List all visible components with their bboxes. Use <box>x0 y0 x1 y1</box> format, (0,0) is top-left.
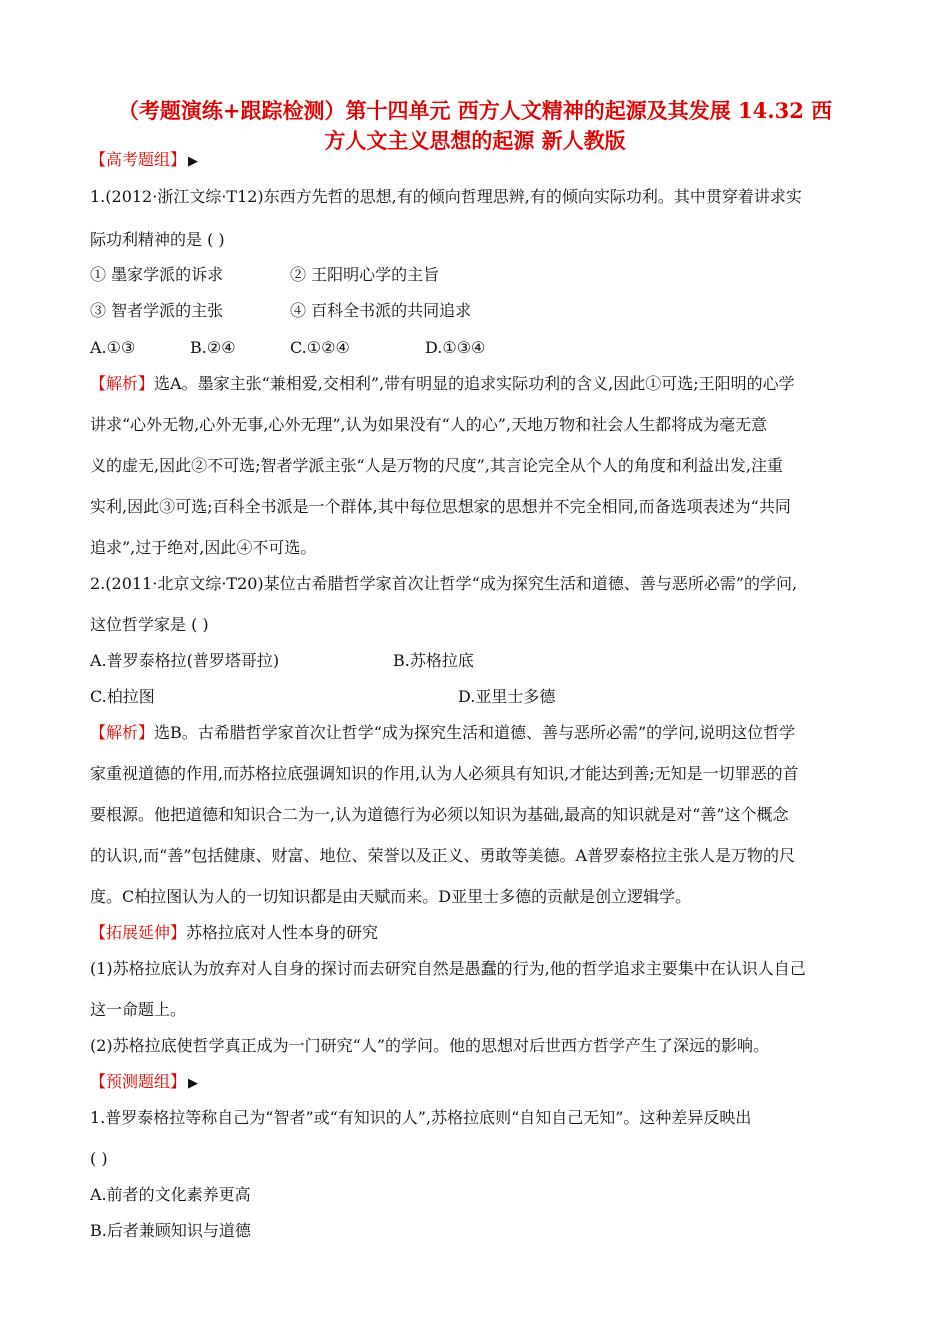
q1-analysis-line-3: 义的虚无,因此②不可选;智者学派主张“人是万物的尺度”,其言论完全从个人的角度和利益出发,注重 <box>90 456 784 475</box>
q2-analysis-tag: 【解析】 <box>90 723 155 742</box>
q1-analysis-line-2: 讲求“心外无物,心外无事,心外无理”,认为如果没有“人的心”,天地万物和社会人生都将成为毫无意 <box>90 415 768 434</box>
q2-analysis-line-1 <box>90 722 795 744</box>
q1-stem-line-1: 1.(2012·浙江文综·T12)东西方先哲的思想,有的倾向哲理思辨,有的倾向实际功利。其中贯穿着讲求实 <box>90 187 802 206</box>
q2-analysis-line-4: 的认识,而“善”包括健康、财富、地位、荣誉以及正义、勇敢等美德。A普罗泰格拉主张人是万物的尺 <box>90 846 796 865</box>
q2-analysis-line-5: 度。C柏拉图认为人的一切知识都是由天赋而来。D亚里士多德的贡献是创立逻辑学。 <box>90 887 692 906</box>
q2-analysis-text-1: 选B。古希腊哲学家首次让哲学“成为探究生活和道德、善与恶所必需”的学问,说明这位哲学 <box>154 723 796 742</box>
q1-choice-c: C.①②④ <box>290 338 350 357</box>
q1-option-1: ① 墨家学派的诉求 <box>90 265 224 284</box>
p1-stem-line-2: ( ) <box>90 1149 108 1168</box>
triangle-right-icon: ▶ <box>188 154 199 169</box>
q1-analysis-line-5: 追求”,过于绝对,因此④不可选。 <box>90 538 317 557</box>
extension-heading-text: 苏格拉底对人性本身的研究 <box>186 923 379 942</box>
q2-choice-d: D.亚里士多德 <box>458 687 556 706</box>
extension-paragraph-1-line-2: 这一命题上。 <box>90 1000 187 1019</box>
q2-stem-line-2: 这位哲学家是 ( ) <box>90 615 209 634</box>
document-title-line-2: 方人文主义思想的起源 新人教版 <box>324 128 626 153</box>
q1-analysis-tag: 【解析】 <box>90 374 155 393</box>
q2-stem-line-1: 2.(2011·北京文综·T20)某位古希腊哲学家首次让哲学“成为探究生活和道德、善与恶所必需”的学问, <box>90 574 798 593</box>
yuce-group-tag: 【预测题组】 <box>90 1072 187 1091</box>
q1-option-2: ② 王阳明心学的主旨 <box>290 265 440 284</box>
q2-analysis-line-3: 要根源。他把道德和知识合二为一,认为道德行为必须以知识为基础,最高的知识就是对“善”这个概念 <box>90 805 789 824</box>
extension-tag: 【拓展延伸】 <box>90 923 187 942</box>
q2-choice-b: B.苏格拉底 <box>393 651 474 670</box>
p1-choice-b: B.后者兼顾知识与道德 <box>90 1221 251 1240</box>
extension-heading <box>90 922 378 944</box>
q1-option-3: ③ 智者学派的主张 <box>90 301 224 320</box>
triangle-right-icon: ▶ <box>188 1076 199 1091</box>
p1-choice-a: A.前者的文化素养更高 <box>90 1185 251 1204</box>
q1-stem-line-2: 际功利精神的是 ( ) <box>90 230 225 249</box>
q2-analysis-line-2: 家重视道德的作用,而苏格拉底强调知识的作用,认为人必须具有知识,才能达到善;无知是一切罪恶的首 <box>90 764 799 783</box>
q1-choice-a: A.①③ <box>90 338 136 357</box>
q1-analysis-text-1: 选A。墨家主张“兼相爱,交相利”,带有明显的追求实际功利的含义,因此①可选;王阳明的心学 <box>154 374 795 393</box>
gaokao-group-heading <box>90 149 198 173</box>
q1-choice-d: D.①③④ <box>425 338 486 357</box>
extension-paragraph-2: (2)苏格拉底使哲学真正成为一门研究“人”的学问。他的思想对后世西方哲学产生了深远的影响。 <box>90 1036 770 1055</box>
q1-option-4: ④ 百科全书派的共同追求 <box>290 301 472 320</box>
q1-analysis-line-4: 实利,因此③可选;百科全书派是一个群体,其中每位思想家的思想并不完全相同,而备选项表述为“共同 <box>90 497 791 516</box>
q1-choice-b: B.②④ <box>190 338 236 357</box>
q2-choice-c: C.柏拉图 <box>90 687 155 706</box>
q2-choice-a: A.普罗泰格拉(普罗塔哥拉) <box>90 651 280 670</box>
gaokao-group-tag: 【高考题组】 <box>90 150 187 169</box>
yuce-group-heading <box>90 1071 198 1095</box>
q1-analysis-line-1 <box>90 373 795 395</box>
p1-stem-line-1: 1.普罗泰格拉等称自己为“智者”或“有知识的人”,苏格拉底则“自知自己无知”。这种差异反映出 <box>90 1108 752 1127</box>
document-title-line-1: （考题演练+跟踪检测）第十四单元 西方人文精神的起源及其发展 14.32 西 <box>117 98 833 123</box>
extension-paragraph-1-line-1: (1)苏格拉底认为放弃对人自身的探讨而去研究自然是愚蠢的行为,他的哲学追求主要集中在认识人自己 <box>90 959 806 978</box>
